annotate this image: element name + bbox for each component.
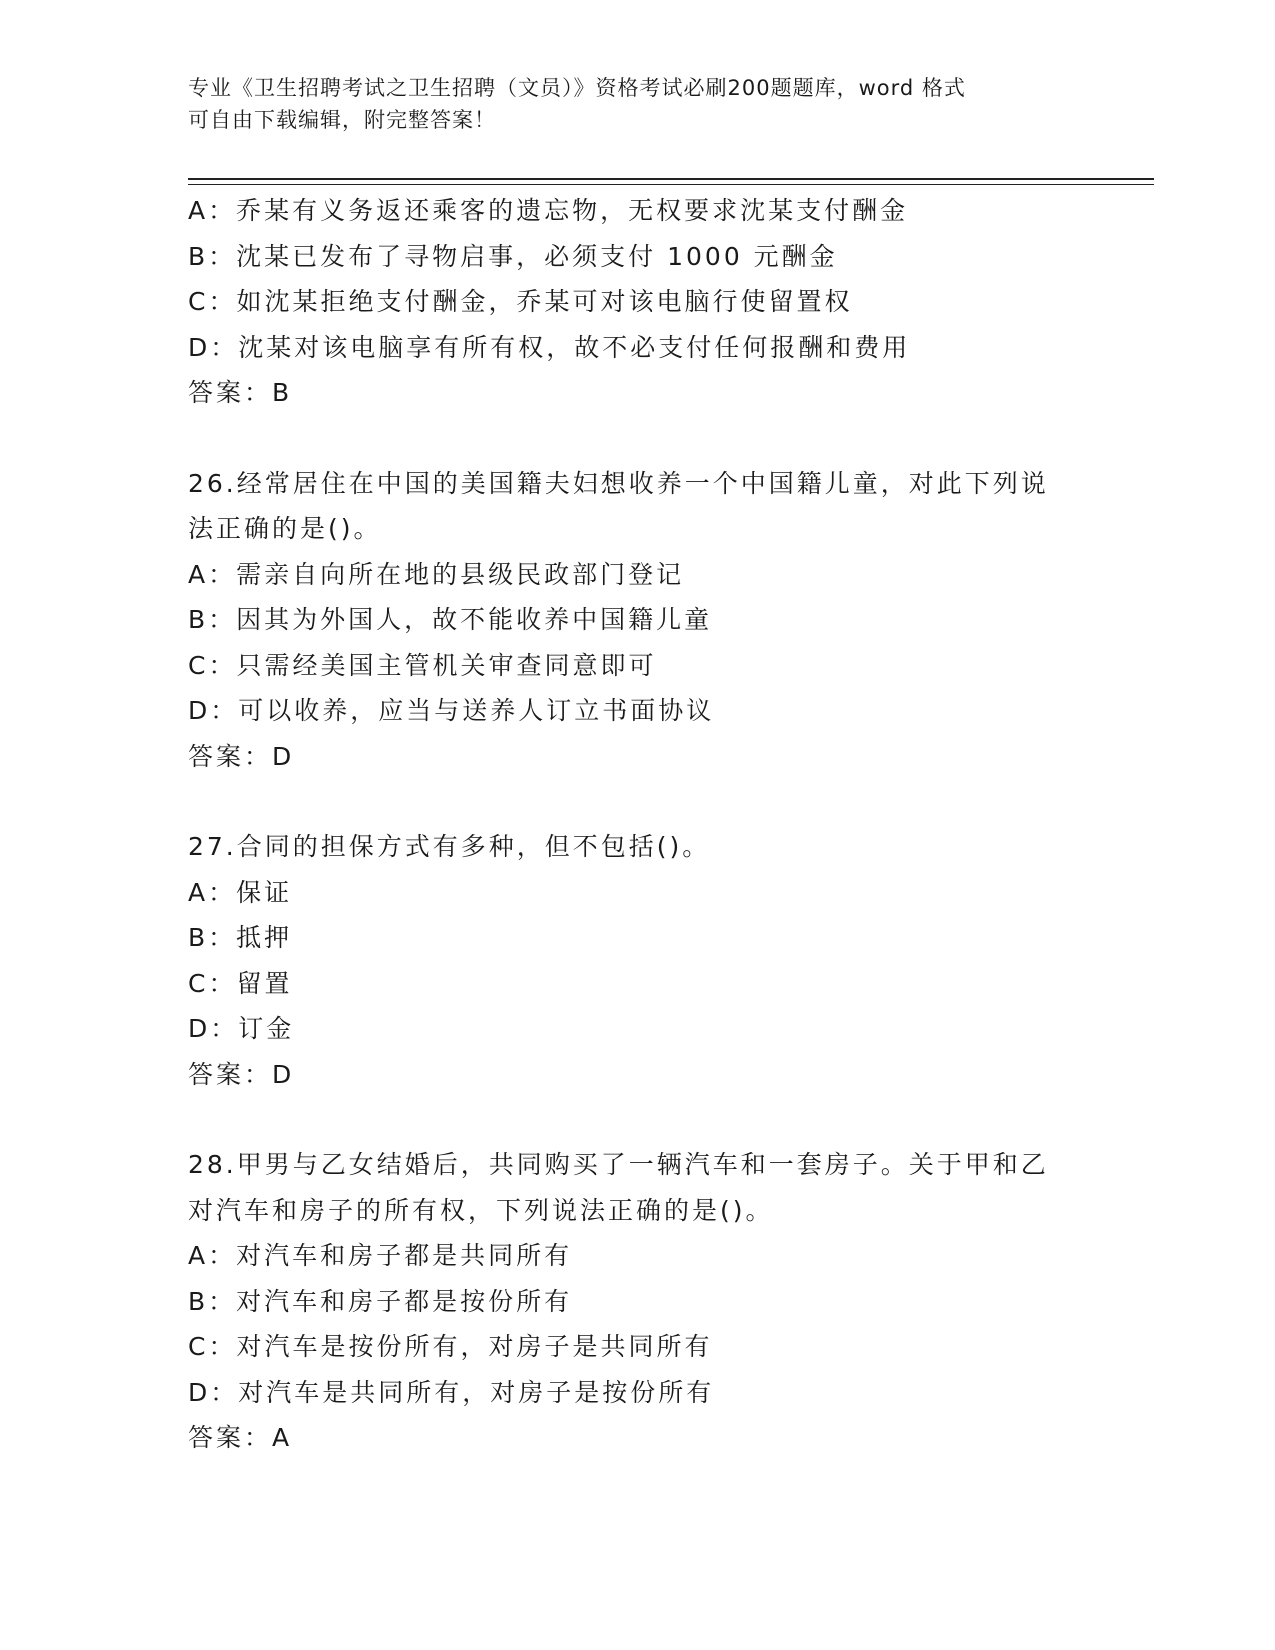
option-c: C：只需经美国主管机关审查同意即可: [188, 650, 657, 680]
option-a: A：需亲自向所在地的县级民政部门登记: [188, 559, 685, 589]
option-a: A：对汽车和房子都是共同所有: [188, 1241, 573, 1270]
question-stem-cont: 对汽车和房子的所有权，下列说法正确的是()。: [188, 1195, 774, 1225]
option-b: B：抵押: [188, 923, 293, 952]
spacer: [188, 779, 1088, 824]
option-d: D：沈某对该电脑享有所有权，故不必支付任何报酬和费用: [188, 332, 911, 362]
document-header: [188, 72, 1068, 136]
spacer: [188, 416, 1088, 461]
question-26: [188, 461, 1088, 780]
option-c: C：留置: [188, 968, 293, 998]
option-d: D：可以收养，应当与送养人订立书面协议: [188, 696, 715, 725]
question-stem: 26.经常居住在中国的美国籍夫妇想收养一个中国籍儿童，对此下列说: [188, 468, 1049, 498]
option-a: A：保证: [188, 877, 293, 907]
answer-line: 答案：D: [188, 1059, 295, 1089]
question-list: [188, 188, 1088, 1461]
question-27: [188, 824, 1088, 1097]
option-d: D：订金: [188, 1014, 295, 1043]
option-d: D：对汽车是共同所有，对房子是按份所有: [188, 1377, 715, 1407]
answer-line: 答案：B: [188, 378, 293, 407]
option-b: B：对汽车和房子都是按份所有: [188, 1286, 573, 1316]
question-stem: 27.合同的担保方式有多种，但不包括()。: [188, 832, 711, 861]
question-stem-cont: 法正确的是()。: [188, 514, 382, 543]
question-25-tail: [188, 188, 1088, 416]
option-b: B：沈某已发布了寻物启事，必须支付 1000 元酬金: [188, 241, 838, 271]
option-b: B：因其为外国人，故不能收养中国籍儿童: [188, 605, 713, 634]
answer-line: 答案：A: [188, 1423, 293, 1452]
header-title-line1: 专业《卫生招聘考试之卫生招聘（文员）》资格考试必刷200题题库，word 格式: [188, 76, 966, 100]
spacer: [188, 1097, 1088, 1142]
option-a: A：乔某有义务返还乘客的遗忘物，无权要求沈某支付酬金: [188, 196, 909, 225]
answer-line: 答案：D: [188, 741, 295, 771]
header-divider: [188, 178, 1154, 185]
question-28: [188, 1142, 1088, 1461]
option-c: C：对汽车是按份所有，对房子是共同所有: [188, 1332, 713, 1361]
option-c: C：如沈某拒绝支付酬金，乔某可对该电脑行使留置权: [188, 287, 853, 316]
question-stem: 28.甲男与乙女结婚后，共同购买了一辆汽车和一套房子。关于甲和乙: [188, 1150, 1049, 1179]
header-title-line2: 可自由下载编辑，附完整答案！: [188, 108, 496, 132]
